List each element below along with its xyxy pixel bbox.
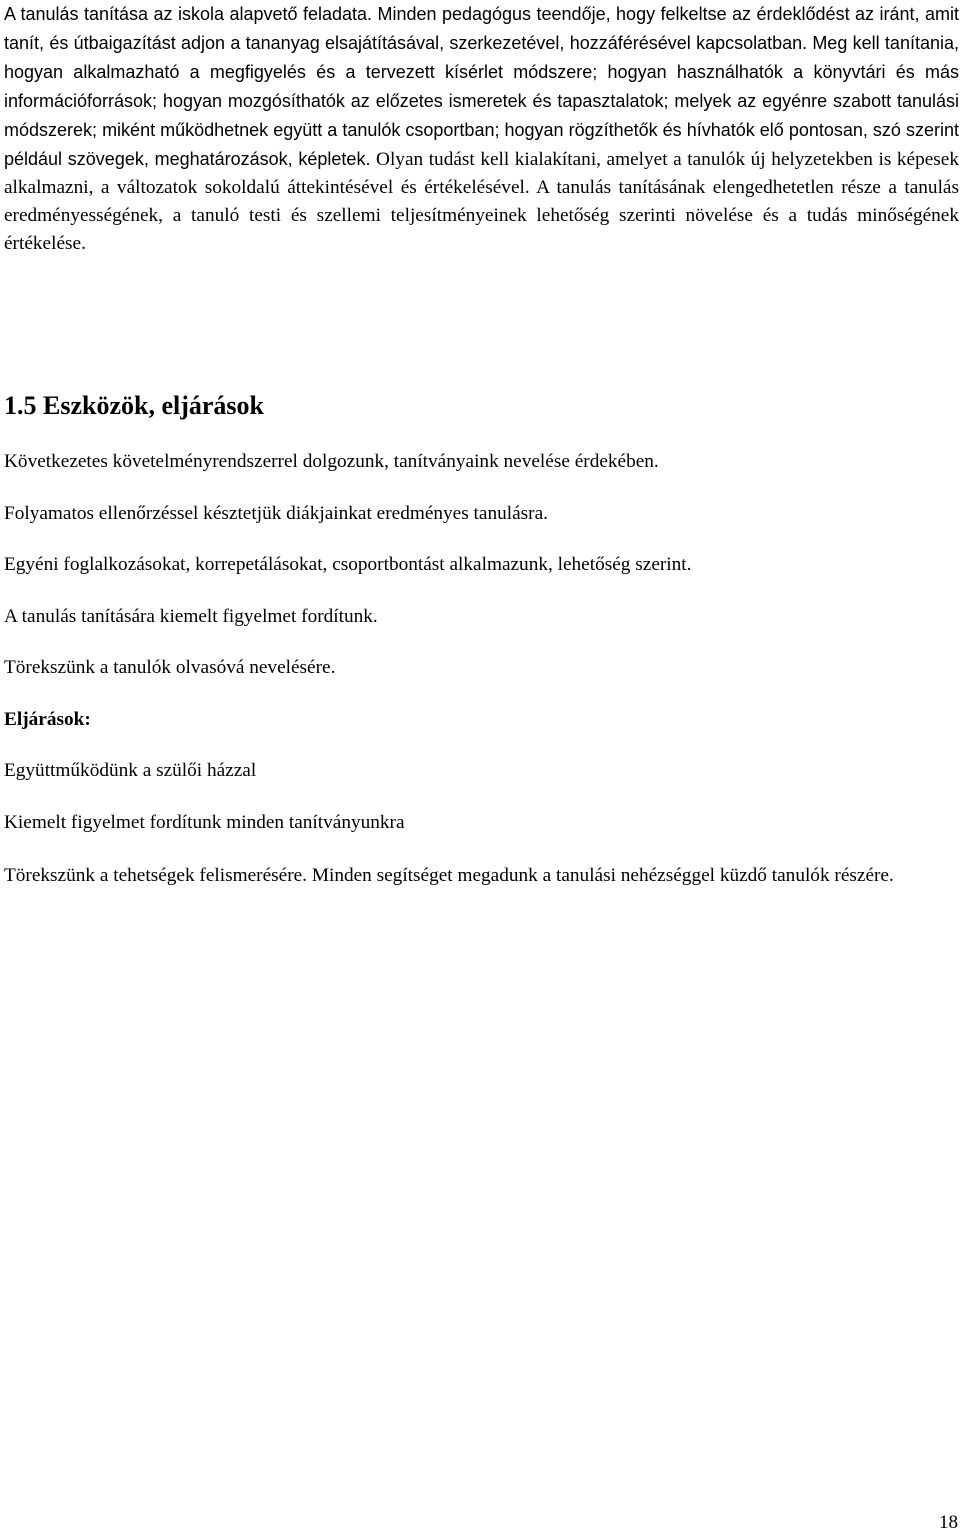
section-line-2: Folyamatos ellenőrzéssel késztetjük diákjainkat eredményes tanulásra. bbox=[4, 503, 548, 524]
procedure-item-1: Együttműködünk a szülői házzal bbox=[4, 760, 257, 781]
procedures-subheading: Eljárások: bbox=[4, 709, 91, 730]
procedure-item-2: Kiemelt figyelmet fordítunk minden tanítványunkra bbox=[4, 812, 405, 833]
intro-paragraph bbox=[4, 0, 959, 258]
section-line-1: Következetes követelményrendszerrel dolgozunk, tanítványaink nevelése érdekében. bbox=[4, 451, 659, 472]
section-line-3: Egyéni foglalkozásokat, korrepetálásokat, csoportbontást alkalmazunk, lehetőség szerint. bbox=[4, 554, 692, 575]
intro-sentence-sans: A tanulás tanítása az iskola alapvető feladata. Minden pedagógus teendője, hogy felkeltse az érdeklődést az iránt, amit tanít, és útbaigazítást adjon a tananyag elsajátításával, szerkezetével, hozzáférésével kapcsolatban. bbox=[4, 4, 959, 53]
document-page bbox=[4, 0, 960, 886]
page-number: 18 bbox=[939, 1512, 958, 1533]
section-line-5: Törekszünk a tanulók olvasóvá nevelésére. bbox=[4, 657, 336, 678]
intro-sentence-sans-2: Meg kell tanítania, hogyan alkalmazható a megfigyelés és a tervezett kísérlet módszere; hogyan használhatók a könyvtári és más információforrások; hogyan mozgósíthatók az előzetes ismeretek és tapasztalatok; melyek az egyénre szabott tanulási módszerek; miként működhetnek együtt a tanulók csoportban; hogyan rögzíthetők és hívhatók elő pontosan, szó szerint például szövegek, meghatározások, képletek. bbox=[4, 33, 959, 169]
closing-paragraph: Törekszünk a tehetségek felismerésére. Minden segítséget megadunk a tanulási nehézséggel küzdő tanulók részére. bbox=[4, 865, 894, 886]
section-heading: 1.5 Eszközök, eljárások bbox=[4, 391, 264, 420]
intro-sentence-serif: Olyan tudást kell kialakítani, amelyet a tanulók új helyzetekben is képesek alkalmazni, a változatok sokoldalú áttekintésével és értékelésével. A tanulás tanításának elengedhetetlen része a tanulás eredményességének, a tanuló testi és szellemi teljesítményeinek lehetőség szerinti növelése és a tudás minőségének értékelése. bbox=[4, 149, 960, 254]
section-line-4: A tanulás tanítására kiemelt figyelmet fordítunk. bbox=[4, 606, 378, 627]
